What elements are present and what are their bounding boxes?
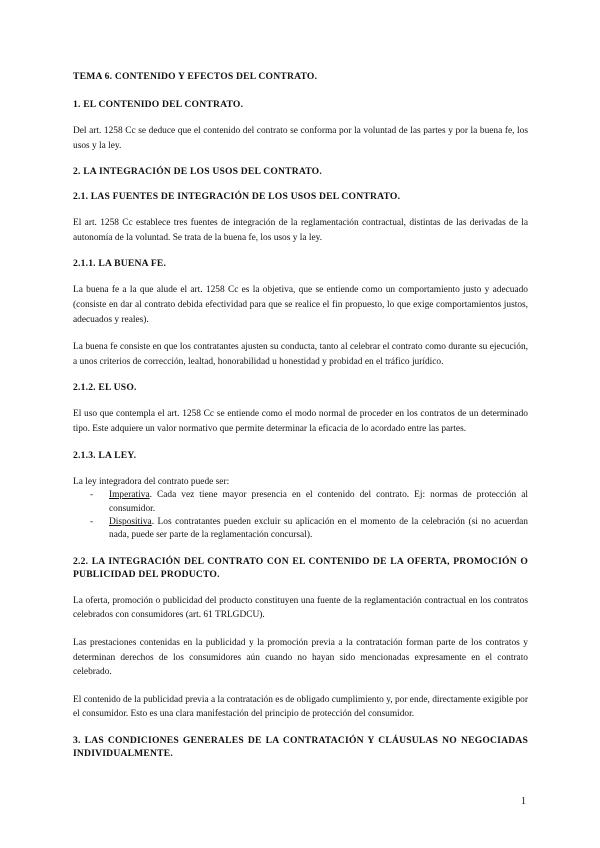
section-3-heading: 3. LAS CONDICIONES GENERALES DE LA CONTRATACIÓN Y CLÁUSULAS NO NEGOCIADAS INDIVIDUALMENTE. [73, 734, 528, 759]
section-2-2-heading: 2.2. LA INTEGRACIÓN DEL CONTRATO CON EL CONTENIDO DE LA OFERTA, PROMOCIÓN O PUBLICIDAD DEL PRODUCTO. [73, 555, 528, 580]
section-2-1-2-paragraph: El uso que contempla el art. 1258 Cc se entiende como el modo normal de proceder en los contratos de un determinado tipo. Este adquiere un valor normativo que permite determinar la eficacia de lo acordado entre las partes. [73, 409, 528, 434]
section-2-2-paragraph-3: El contenido de la publicidad previa a la contratación es de obligado cumplimiento y, por ende, directamente exigible por el consumidor. Esto es una clara manifestación del principio de protección del consumidor. [73, 694, 528, 720]
list-item-text: . Cada vez tiene mayor presencia en el contenido del contrato. Ej: normas de protección al consumidor. [109, 490, 528, 514]
list-item-text: . Los contratantes pueden excluir su aplicación en el momento de la celebración (si no acuerdan nada, puede ser parte de la reglamentación concursal). [109, 516, 528, 541]
section-2-1-3-intro: La ley integradora del contrato puede ser: [73, 476, 230, 487]
section-2-2-paragraph-1: La oferta, promoción o publicidad del producto constituyen una fuente de la reglamentación contractual en los contratos celebrados con consumidores (art. 61 TRLGDCU). [73, 595, 528, 621]
section-2-1-1-heading: 2.1.1. LA BUENA FE. [73, 258, 167, 270]
term-dispositiva: Dispositiva [109, 516, 152, 527]
section-2-1-heading: 2.1. LAS FUENTES DE INTEGRACIÓN DE LOS USOS DEL CONTRATO. [73, 191, 401, 203]
list-item-dispositiva [73, 516, 528, 543]
section-1-heading: 1. EL CONTENIDO DEL CONTRATO. [73, 99, 244, 110]
page-number: 1 [521, 796, 526, 807]
section-2-1-3-heading: 2.1.3. LA LEY. [73, 449, 137, 461]
section-1-paragraph: Del art. 1258 Cc se deduce que el contenido del contrato se conforma por la voluntad de las partes y por la buena fe, los usos y la ley. [73, 126, 528, 151]
law-types-list [73, 489, 528, 543]
list-dash: - [90, 490, 94, 501]
section-2-heading: 2. LA INTEGRACIÓN DE LOS USOS DEL CONTRATO. [73, 166, 322, 178]
section-2-1-2-heading: 2.1.2. EL USO. [73, 382, 137, 394]
document-body [73, 70, 528, 760]
list-dash: - [90, 516, 94, 527]
list-item-imperativa [73, 489, 528, 516]
term-imperativa: Imperativa [109, 490, 150, 501]
section-2-1-1-paragraph-2: La buena fe consiste en que los contratantes ajusten su conducta, tanto al celebrar el contrato como durante su ejecución, a unos criterios de corrección, lealtad, honorabilidad u honestidad y probidad en el tráfico jurídico. [73, 342, 528, 367]
document-title: TEMA 6. CONTENIDO Y EFECTOS DEL CONTRATO. [73, 71, 318, 82]
section-2-1-paragraph: El art. 1258 Cc establece tres fuentes de integración de la reglamentación contractual, distintas de las derivadas de la autonomía de la voluntad. Se trata de la buena fe, los usos y la ley. [73, 218, 528, 243]
section-2-2-paragraph-2: Las prestaciones contenidas en la publicidad y la promoción previa a la contratación forman parte de los contratos y determinan derechos de los consumidores aún cuando no hayan sido mencionadas expresamente en el contrato celebrado. [73, 637, 528, 678]
section-2-1-1-paragraph-1: La buena fe a la que alude el art. 1258 Cc es la objetiva, que se entiende como un comportamiento justo y adecuado (consiste en dar al contrato debida efectividad para que se realice el fin propuesto, lo que exige comportamientos justos, adecuados y reales). [73, 285, 528, 325]
